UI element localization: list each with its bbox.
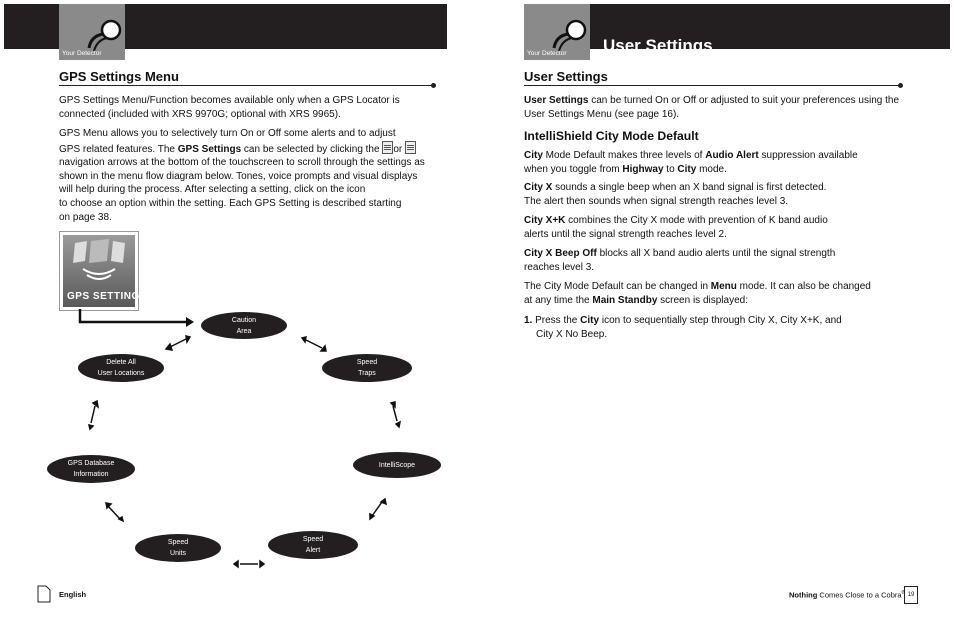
right-subtitle: IntelliShield City Mode Default — [524, 129, 699, 143]
right-para-city: City Mode Default makes three levels of Audio Alert suppression available when you toggle from Highway to City mode. — [524, 150, 858, 175]
node-gps-database: GPS Database Information — [47, 455, 135, 483]
node-speed-traps: Speed Traps — [322, 354, 412, 382]
left-para-1: GPS Settings Menu/Function becomes available only when a GPS Locator is connected (included with XRS 9970G; optional with XRS 9965). — [59, 95, 400, 120]
right-para-cityx: City X sounds a single beep when an X band signal is first detected. The alert then sounds when signal strength reaches level 3. — [524, 182, 827, 207]
right-para-cityxk: City X+K combines the City X mode with prevention of K band audio alerts until the signal strength reaches level 2. — [524, 215, 828, 240]
node-caution-area: Caution Area — [201, 312, 287, 339]
page-number: 19 — [904, 586, 918, 604]
right-step-1: 1. Press the City icon to sequentially step through City X, City X+K, and City X No Beep. — [524, 315, 842, 340]
right-section-rule — [524, 85, 901, 86]
right-header-badge — [524, 4, 590, 60]
page-corner-icon — [37, 585, 51, 603]
left-section-title: GPS Settings Menu — [59, 69, 179, 84]
right-para-cityxbeep: City X Beep Off blocks all X band audio alerts until the signal strength reaches level 3. — [524, 248, 836, 273]
detector-icon-right — [550, 18, 590, 52]
node-speed-alert: Speed Alert — [268, 531, 358, 559]
footer-tagline: Nothing Comes Close to a Cobra® — [789, 590, 906, 600]
right-section-title: User Settings — [524, 69, 608, 84]
node-speed-units: Speed Units — [135, 534, 221, 562]
right-header-title: User Settings — [603, 36, 713, 55]
right-intro: User Settings can be turned On or Off or adjusted to suit your preferences using the User Settings Menu (see page 16). — [524, 95, 900, 120]
right-badge-label: Your Detector — [527, 50, 567, 57]
left-para-2: GPS Menu allows you to selectively turn On or Off some alerts and to adjust GPS related features. The GPS Settings can be selected by clicking the or navigation arrows at the bottom of the touchscreen to scroll through the settings as shown in the menu flow diagram below. Tones, voice prompts and visual displays will help during the process. After selecting a setting, click on the icon to choose an option within the setting. Each GPS Setting is described starting on page 38. — [59, 128, 425, 223]
node-delete-all: Delete All User Locations — [78, 354, 164, 382]
node-intelliscope: IntelliScope — [353, 452, 441, 478]
right-para-change: The City Mode Default can be changed in Menu mode. It can also be changed at any time the Main Standby screen is displayed: — [524, 281, 871, 306]
footer-language: English — [59, 590, 87, 599]
gps-icon-label: GPS SETTINGS — [67, 291, 147, 302]
left-badge-label: Your Detector — [62, 50, 102, 57]
